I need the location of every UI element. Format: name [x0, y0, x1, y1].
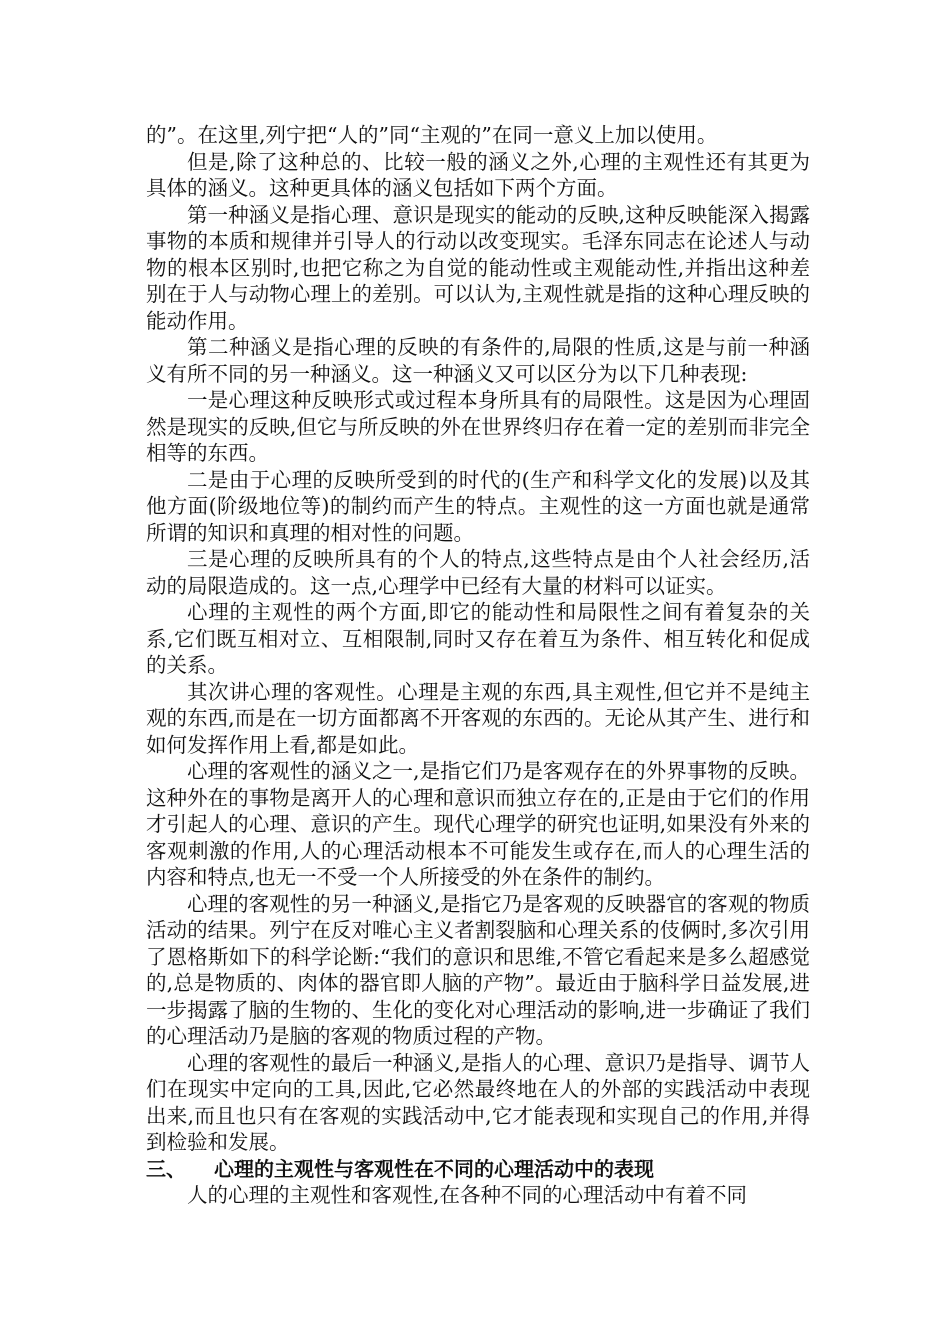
- paragraph: 其次讲心理的客观性。心理是主观的东西,具主观性,但它并不是纯主观的东西,而是在一切方面都离不开客观的东西的。无论从其产生、进行和如何发挥作用上看,都是如此。: [146, 679, 810, 757]
- paragraph: 心理的客观性的最后一种涵义,是指人的心理、意识乃是指导、调节人们在现实中定向的工具,因此,它必然最终地在人的外部的实践活动中表现出来,而且也只有在客观的实践活动中,它才能表现和实现自己的作用,并得到检验和发展。: [146, 1050, 810, 1154]
- paragraph-continuation: 的”。在这里,列宁把“人的”同“主观的”在同一意义上加以使用。: [146, 123, 718, 147]
- section-title: 心理的主观性与客观性在不同的心理活动中的表现: [214, 1156, 654, 1181]
- paragraph: 心理的客观性的另一种涵义,是指它乃是客观的反映器官的客观的物质活动的结果。列宁在反对唯心主义者割裂脑和心理关系的伎俩时,多次引用了恩格斯如下的科学论断:“我们的意识和思维,不管它看起来是多么超感觉的,总是物质的、肉体的器官即人脑的产物”。最近由于脑科学日益发展,进一步揭露了脑的生物的、生化的变化对心理活动的影响,进一步确证了我们的心理活动乃是脑的客观的物质过程的产物。: [146, 891, 810, 1048]
- paragraph: 一是心理这种反映形式或过程本身所具有的局限性。这是因为心理固然是现实的反映,但它与所反映的外在世界终归存在着一定的差别而非完全相等的东西。: [146, 388, 810, 465]
- paragraph: 三是心理的反映所具有的个人的特点,这些特点是由个人社会经历,活动的局限造成的。这一点,心理学中已经有大量的材料可以证实。: [146, 547, 810, 598]
- paragraph: 第二种涵义是指心理的反映的有条件的,局限的性质,这是与前一种涵义有所不同的另一种涵义。这一种涵义又可以区分为以下几种表现:: [146, 335, 810, 386]
- section-number: 三、: [146, 1156, 186, 1181]
- paragraph: 心理的主观性的两个方面,即它的能动性和局限性之间有着复杂的关系,它们既互相对立、互相限制,同时又存在着互为条件、相互转化和促成的关系。: [146, 600, 810, 677]
- paragraph: 二是由于心理的反映所受到的时代的(生产和科学文化的发展)以及其他方面(阶级地位等)的制约而产生的特点。主观性的这一方面也就是通常所谓的知识和真理的相对性的问题。: [146, 467, 810, 545]
- document-page: [146, 122, 810, 1209]
- paragraph: 心理的客观性的涵义之一,是指它们乃是客观存在的外界事物的反映。这种外在的事物是离开人的心理和意识而独立存在的,正是由于它们的作用才引起人的心理、意识的产生。现代心理学的研究也证明,如果没有外来的客观刺激的作用,人的心理活动根本不可能发生或存在,而人的心理生活的内容和特点,也无一不受一个人所接受的外在条件的制约。: [146, 759, 810, 889]
- section-heading: [146, 1156, 810, 1183]
- paragraph: 人的心理的主观性和客观性,在各种不同的心理活动中有着不同: [187, 1183, 748, 1207]
- paragraph: 第一种涵义是指心理、意识是现实的能动的反映,这种反映能深入揭露事物的本质和规律并引导人的行动以改变现实。毛泽东同志在论述人与动物的根本区别时,也把它称之为自觉的能动性或主观能动性,并指出这种差别在于人与动物心理上的差别。可以认为,主观性就是指的这种心理反映的能动作用。: [146, 202, 810, 333]
- paragraph: 但是,除了这种总的、比较一般的涵义之外,心理的主观性还有其更为具体的涵义。这种更具体的涵义包括如下两个方面。: [146, 149, 810, 200]
